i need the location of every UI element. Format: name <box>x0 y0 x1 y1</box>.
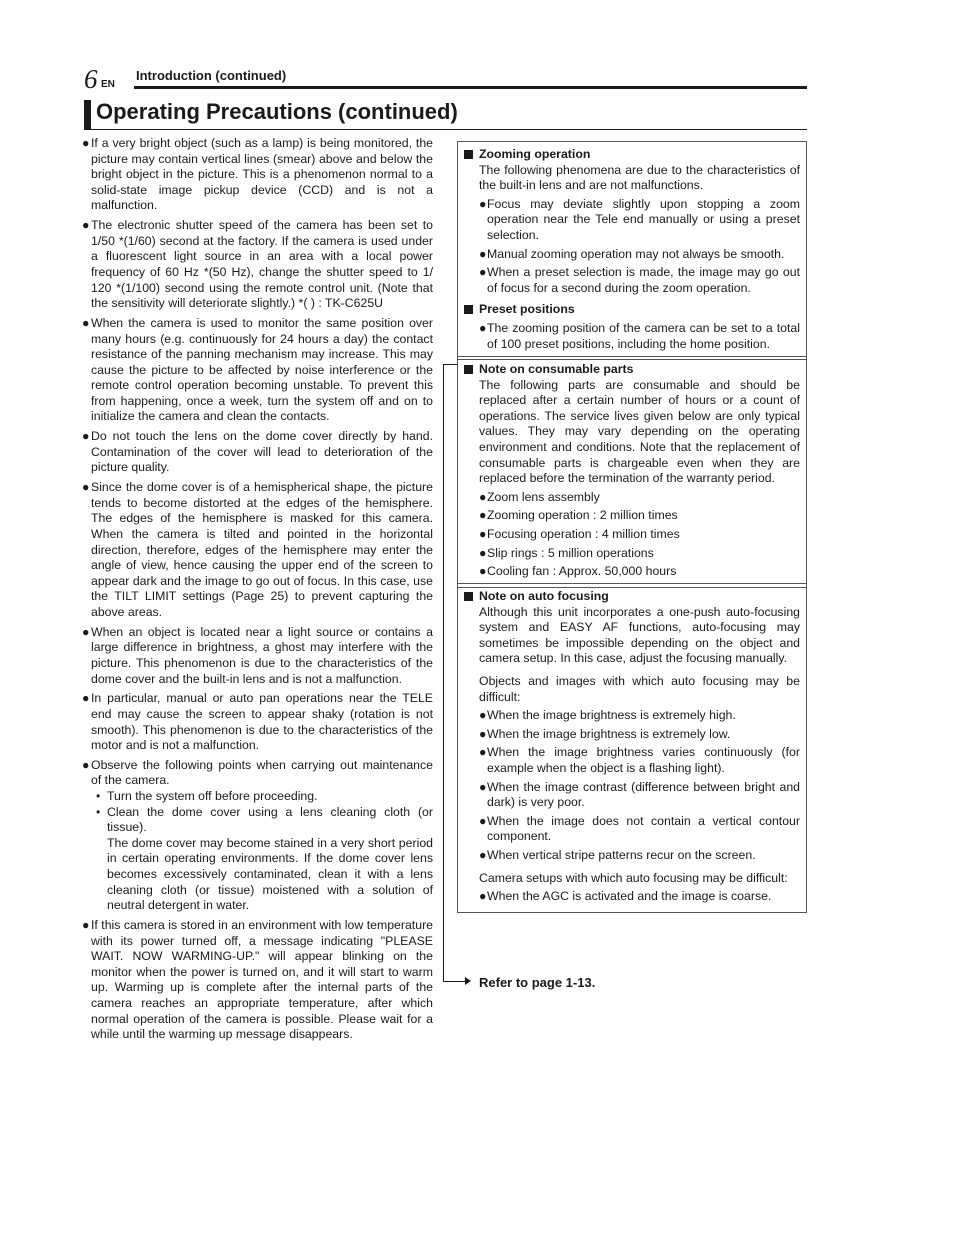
consumable-parts-box <box>457 356 807 588</box>
box-heading: Note on consumable parts <box>464 362 800 378</box>
bullet-icon: ● <box>82 757 90 772</box>
page-reference: Refer to page 1-13. <box>479 975 596 990</box>
bullet-icon: ● <box>82 918 90 932</box>
consumable-part-item: ● Slip rings : 5 million operations <box>479 545 654 560</box>
maintenance-subitem: • Turn the system off before proceeding. <box>96 789 318 804</box>
autofocus-difficult-item: ● When the image does not contain a vertical contour component. <box>479 813 800 844</box>
bullet-icon: ● <box>479 545 487 560</box>
consumable-part-item: ● Focusing operation : 4 million times <box>479 526 680 541</box>
precaution-item: ● Do not touch the lens on the dome cover directly by hand. Contamination of the cover will lead to deterioration of the picture quality. <box>82 429 433 475</box>
page-number: 6 <box>84 64 98 94</box>
consumable-part-item: ● Zooming operation : 2 million times <box>479 508 678 523</box>
box-paragraph: Objects and images with which auto focusing may be difficult: <box>479 673 800 704</box>
box-bullet: ● Manual zooming operation may not always be smooth. <box>479 246 785 261</box>
left-column <box>82 136 433 1047</box>
box-paragraph: Camera setups with which auto focusing may be difficult: <box>479 870 788 885</box>
square-bullet-icon <box>464 592 473 601</box>
bullet-icon: ● <box>82 136 90 150</box>
bullet-icon: ● <box>479 246 487 261</box>
bullet-icon: ● <box>479 320 487 335</box>
title-rule <box>84 129 807 130</box>
bullet-icon: ● <box>479 726 487 741</box>
small-bullet-icon: • <box>96 804 101 819</box>
box-bullet: ● When a preset selection is made, the image may go out of focus for a second during the zoom operation. <box>479 265 800 295</box>
bullet-icon: ● <box>82 691 90 706</box>
autofocus-difficult-item: ● When vertical stripe patterns recur on the screen. <box>479 847 756 862</box>
bullet-icon: ● <box>82 429 90 444</box>
precaution-item: ● In particular, manual or auto pan operations near the TELE end may cause the screen to appear shaky (rotation is not smooth). This phenomenon is due to the characteristics of the motor and is not a malfunction. <box>82 691 433 753</box>
precaution-item: ● Since the dome cover is of a hemispherical shape, the picture tends to become distorted at the edges of the hemisphere. The edges of the hemisphere is masked for this camera. When the camera is tilted and pointed in the horizontal direction, therefore, edges of the hemisphere may enter the angle of view, hence causing the upper end of the screen to appear dark and the image to go out of focus. In this case, use the TILT LIMIT settings (Page 25) to prevent capturing the above areas. <box>82 480 433 619</box>
autofocus-difficult-item: ● When the image brightness is extremely high. <box>479 708 736 723</box>
bullet-icon: ● <box>479 813 487 828</box>
precaution-item: ● When the camera is used to monitor the same position over many hours (e.g. continuously for 24 hours a day) the contact resistance of the panning mechanism may increase. This may cause the picture to be affected by noise interference or the remote control operation becoming unstable. To prevent this from happening, once a week, turn the system off and on to initialize the camera and clean the contacts. <box>82 315 433 424</box>
bullet-icon: ● <box>479 196 487 211</box>
precaution-item: ● If a very bright object (such as a lamp) is being monitored, the picture may contain vertical lines (smear) above and below the bright object in the picture. This is a phenomenon normal to a solid-state image pickup device (CCD) and is not a malfunction. <box>82 136 433 213</box>
square-bullet-icon <box>464 305 473 314</box>
box-paragraph: The following parts are consumable and should be replaced after a certain number of hours or a count of operations. The service lives given below are only typical values. They may vary depending on the operating environment and conditions. Note that the replacement of consumable parts is chargeable even when they are replaced before the termination of the warranty period. <box>479 377 800 486</box>
zooming-preset-box <box>457 141 807 360</box>
bullet-icon: ● <box>479 745 487 760</box>
maintenance-subitem: • Clean the dome cover using a lens cleaning cloth (or tissue). <box>96 804 433 835</box>
autofocus-setup-item: ● When the AGC is activated and the image is coarse. <box>479 889 772 904</box>
box-heading: Note on auto focusing <box>464 589 800 605</box>
connector-line <box>443 364 457 365</box>
precaution-item: ● If this camera is stored in an environment with low temperature with its power turned off, a message indicating "PLEASE WAIT. NOW WARMING-UP." will appear blinking on the monitor when the power is turned on, and it will start to warm up. Warming up is complete after the internal parts of the camera reaches an appropriate temperature, after which normal operation of the camera is possible. Please wait for a while until the warming up message disappears. <box>82 918 433 1042</box>
bullet-icon: ● <box>82 218 90 233</box>
section-title: Introduction (continued) <box>136 68 287 83</box>
precaution-item: ● When an object is located near a light source or contains a large difference in brightness, a ghost may interfere with the picture. This phenomenon is due to the characteristics of the dome cover and the built-in lens and is not a malfunction. <box>82 624 433 686</box>
consumable-part-item: ● Cooling fan : Approx. 50,000 hours <box>479 564 677 579</box>
consumable-part-item: ● Zoom lens assembly <box>479 489 600 504</box>
box-bullet: ● Focus may deviate slightly upon stopping a zoom operation near the Tele end manually or using a preset selection. <box>479 196 800 242</box>
arrow-right-icon <box>465 977 471 985</box>
bullet-icon: ● <box>479 526 487 541</box>
autofocus-difficult-item: ● When the image brightness is extremely low. <box>479 726 731 741</box>
auto-focusing-box <box>457 583 807 913</box>
small-bullet-icon: • <box>96 789 101 804</box>
bullet-icon: ● <box>82 480 90 495</box>
autofocus-difficult-item: ● When the image brightness varies continuously (for example when the object is a flashing light). <box>479 745 800 775</box>
box-heading: Preset positions <box>464 302 800 318</box>
header-rule <box>134 86 807 89</box>
connector-line <box>443 364 444 982</box>
bullet-icon: ● <box>479 708 487 723</box>
square-bullet-icon <box>464 150 473 159</box>
bullet-icon: ● <box>479 508 487 523</box>
box-heading: Zooming operation <box>464 147 800 163</box>
box-paragraph: The following phenomena are due to the characteristics of the built-in lens and are not malfunctions. <box>479 162 800 193</box>
autofocus-difficult-item: ● When the image contrast (difference between bright and dark) is very poor. <box>479 779 800 810</box>
bullet-icon: ● <box>82 315 90 330</box>
page-title: Operating Precautions (continued) <box>96 99 458 124</box>
square-bullet-icon <box>464 365 473 374</box>
bullet-icon: ● <box>479 564 487 579</box>
page-language-suffix: EN <box>101 79 115 90</box>
title-bar-mark <box>84 100 91 130</box>
bullet-icon: ● <box>82 624 90 639</box>
box-paragraph: Although this unit incorporates a one-push auto-focusing system and EASY AF functions, auto-focusing may sometimes be impossible depending on the object and camera setup. In this case, adjust the focusing manually. <box>479 604 800 666</box>
bullet-icon: ● <box>479 489 487 504</box>
precaution-item: ● The electronic shutter speed of the camera has been set to 1/50 *(1/60) second at the factory. If the camera is used under a fluorescent light source in an area with a local power frequency of 60 Hz *(50 Hz), change the shutter speed to 1/ 120 *(1/100) second using the remote control unit. (Note that the sensitivity will deteriorate slightly.) *( ) : TK-C625U <box>82 218 433 311</box>
maintenance-subitem-detail: The dome cover may become stained in a very short period in certain operating environments. If the dome cover lens becomes excessively contaminated, clean it with a lens cleaning cloth (or tissue) moistened with a solution of neutral detergent in water. <box>107 835 433 913</box>
precaution-item-maintenance: ● Observe the following points when carrying out maintenance of the camera. • Turn the system off before proceeding. • Clean the dome cover using a lens cleaning cloth (or tissue). The dome cover may become stained in a very short period in certain operating environments. If the dome cover lens becomes excessively contaminated, clean it with a lens cleaning cloth (or tissue) moistened with a solution of neutral detergent in water. <box>82 757 433 913</box>
bullet-icon: ● <box>479 779 487 794</box>
bullet-icon: ● <box>479 265 487 280</box>
bullet-icon: ● <box>479 889 487 904</box>
box-bullet: ● The zooming position of the camera can be set to a total of 100 preset positions, including the home position. <box>479 320 800 351</box>
bullet-icon: ● <box>479 847 487 862</box>
connector-line <box>443 981 467 982</box>
